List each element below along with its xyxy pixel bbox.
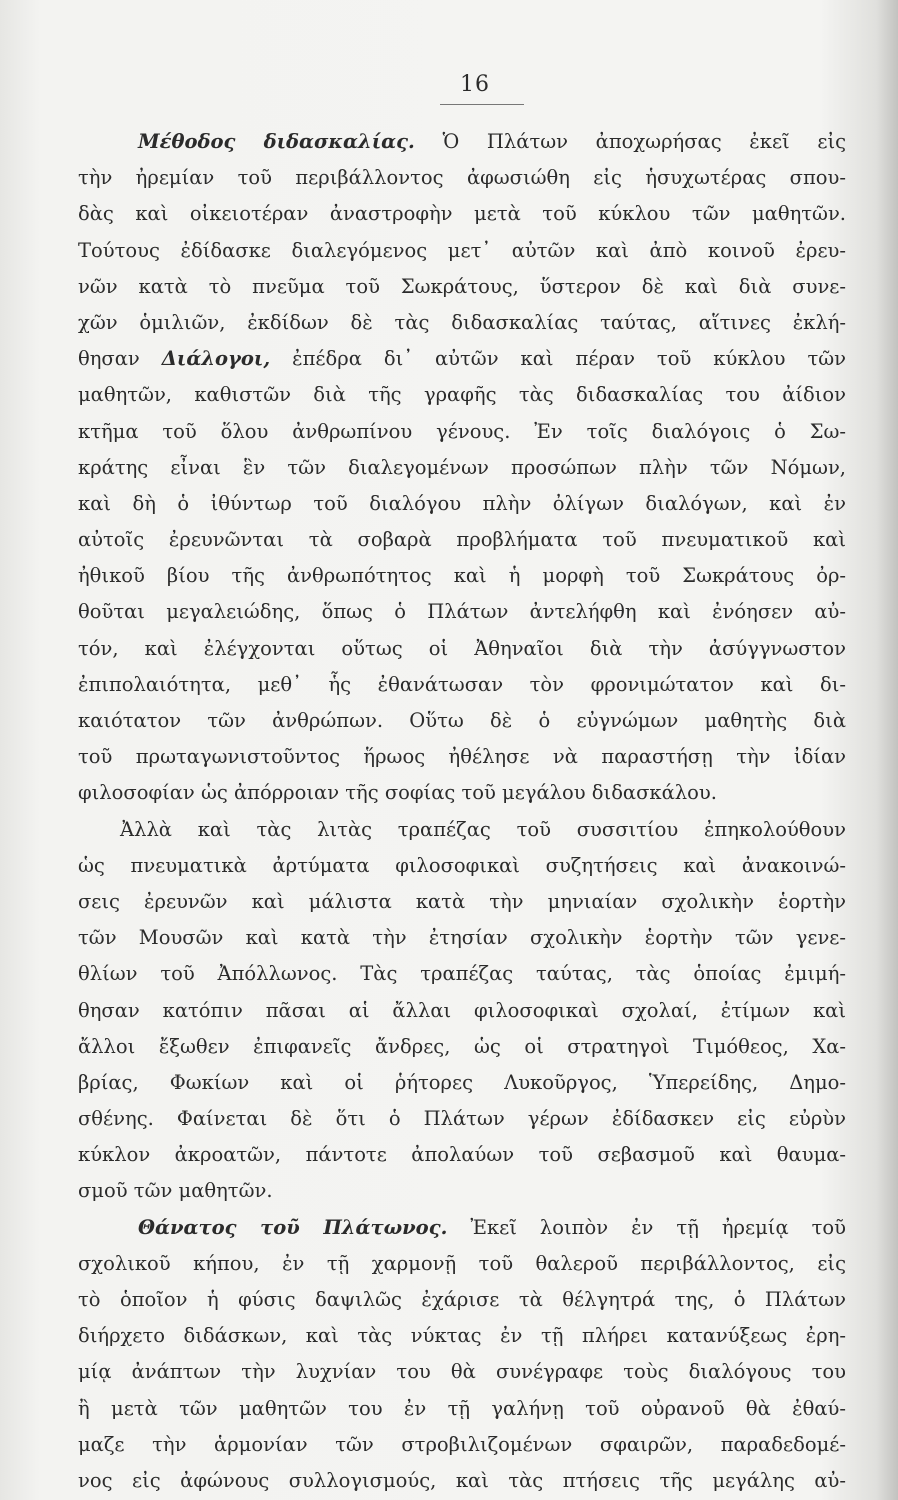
text-fragment: θοῦται μεγαλειώδης, ὅπως ὁ Πλάτων ἀντελήφθη καὶ ἐνόησεν αὐ- <box>78 600 846 624</box>
page-edge-shadow <box>876 0 898 1500</box>
text-line <box>78 486 846 522</box>
page-number-rule <box>440 104 524 105</box>
text-fragment: Ὁ Πλάτων ἀποχωρήσας ἐκεῖ εἰς <box>442 130 846 153</box>
text-line <box>78 667 846 703</box>
text-fragment: τὸ ὁποῖον ἡ φύσις δαψιλῶς ἐχάρισε τὰ θέλγητρά της, ὁ Πλάτων <box>78 1288 846 1311</box>
text-line <box>78 341 846 377</box>
text-fragment: Ἀλλὰ καὶ τὰς λιτὰς τραπέζας τοῦ συσσιτίου ἐπηκολούθουν <box>120 817 846 841</box>
body-text <box>78 124 846 1499</box>
text-fragment: διήρχετο διδάσκων, καὶ τὰς νύκτας ἐν τῇ πλήρει κατανύξεως ἐρη- <box>78 1324 846 1348</box>
text-fragment: μαζε τὴν ἁρμονίαν τῶν στροβιλιζομένων σφαιρῶν, παραδεδομέ- <box>78 1432 846 1456</box>
text-line <box>78 269 846 305</box>
text-line <box>78 1354 846 1390</box>
text-fragment: ἐπέδρα δι᾽ αὐτῶν καὶ πέραν τοῦ κύκλου τῶν <box>292 347 846 371</box>
text-line <box>78 1137 846 1173</box>
text-line <box>78 1101 846 1137</box>
text-fragment: Τούτους ἐδίδασκε διαλεγόμενος μετ᾽ αὐτῶν καὶ ἀπὸ κοινοῦ ἐρευ- <box>78 238 846 262</box>
text-fragment: κύκλον ἀκροατῶν, πάντοτε ἀπολαύων τοῦ σεβασμοῦ καὶ θαυμα- <box>78 1143 846 1167</box>
text-fragment: σεις ἐρευνῶν καὶ μάλιστα κατὰ τὴν μηνιαίαν σχολικὴν ἑορτὴν <box>78 889 846 913</box>
text-line <box>78 1029 846 1065</box>
text-line <box>78 196 846 232</box>
text-fragment: ἢ μετὰ τῶν μαθητῶν του ἐν τῇ γαλήνῃ τοῦ οὐρανοῦ θὰ ἐθαύ- <box>78 1396 846 1420</box>
text-line <box>78 558 846 594</box>
text-line <box>78 160 846 196</box>
text-fragment: μαθητῶν, καθιστῶν διὰ τῆς γραφῆς τὰς διδασκαλίας του ἀίδιον <box>78 383 846 407</box>
section-heading: Θάνατος τοῦ Πλάτωνος. <box>138 1215 448 1239</box>
text-fragment: τὴν ἠρεμίαν τοῦ περιβάλλοντος ἀφωσιώθη εἰς ἡσυχωτέρας σπου- <box>78 166 846 190</box>
text-line <box>78 1065 846 1101</box>
text-fragment: νος εἰς ἀφώνους συλλογισμούς, καὶ τὰς πτήσεις τῆς μεγάλης αὐ- <box>78 1468 846 1492</box>
text-fragment: ἄλλοι ἔξωθεν ἐπιφανεῖς ἄνδρες, ὡς οἱ στρατηγοὶ Τιμόθεος, Χα- <box>78 1034 846 1058</box>
text-fragment: ἐπιπολαιότητα, μεθ᾽ ἧς ἐθανάτωσαν τὸν φρονιμώτατον καὶ δι- <box>78 672 846 696</box>
text-line <box>78 884 846 920</box>
text-line <box>78 522 846 558</box>
text-line <box>78 124 846 160</box>
text-fragment: δὰς καὶ οἰκειοτέραν ἀναστροφὴν μετὰ τοῦ κύκλου τῶν μαθητῶν. <box>78 202 846 226</box>
text-line <box>78 1391 846 1427</box>
text-fragment: ὡς πνευματικὰ ἀρτύματα φιλοσοφικαὶ συζητήσεις καὶ ἀνακοινώ- <box>78 853 846 877</box>
text-line <box>78 1318 846 1354</box>
text-fragment: σμοῦ τῶν μαθητῶν. <box>78 1179 273 1203</box>
text-line <box>78 1246 846 1282</box>
text-fragment: βρίας, Φωκίων καὶ οἱ ῥήτορες Λυκοῦργος, Ὑπερείδης, Δημο- <box>78 1070 846 1094</box>
text-fragment: τῶν Μουσῶν καὶ κατὰ τὴν ἐτησίαν σχολικὴν ἑορτὴν τῶν γενε- <box>78 926 846 950</box>
text-line <box>78 920 846 956</box>
page-number: 16 <box>460 72 490 97</box>
text-fragment: φιλοσοφίαν ὡς ἀπόρροιαν τῆς σοφίας τοῦ μεγάλου διδασκάλου. <box>78 781 717 805</box>
text-line <box>78 377 846 413</box>
text-fragment: κράτης εἶναι ἓν τῶν διαλεγομένων προσώπων πλὴν τῶν Νόμων, <box>78 455 846 479</box>
text-fragment: καὶ δὴ ὁ ἰθύντωρ τοῦ διαλόγου πλὴν ὀλίγων διαλόγων, καὶ ἐν <box>78 491 846 515</box>
text-line <box>78 450 846 486</box>
text-line <box>78 775 846 811</box>
text-fragment: θλίων τοῦ Ἀπόλλωνος. Τὰς τραπέζας ταύτας, τὰς ὁποίας ἐμιμή- <box>78 962 846 986</box>
text-fragment: τόν, καὶ ἐλέγχονται οὕτως οἱ Ἀθηναῖοι διὰ τὴν ἀσύγγνωστον <box>78 636 846 660</box>
text-fragment: νῶν κατὰ τὸ πνεῦμα τοῦ Σωκράτους, ὕστερον δὲ καὶ διὰ συνε- <box>78 274 846 298</box>
text-line <box>78 956 846 992</box>
text-fragment: θησαν κατόπιν πᾶσαι αἱ ἄλλαι φιλοσοφικαὶ σχολαί, ἐτίμων καὶ <box>78 998 846 1022</box>
text-fragment: χῶν ὁμιλιῶν, ἐκδίδων δὲ τὰς διδασκαλίας ταύτας, αἵτινες ἐκλή- <box>78 310 846 334</box>
text-fragment: κτῆμα τοῦ ὅλου ἀνθρωπίνου γένους. Ἐν τοῖς διαλόγοις ὁ Σω- <box>78 419 846 443</box>
text-fragment: σχολικοῦ κήπου, ἐν τῇ χαρμονῇ τοῦ θαλεροῦ περιβάλλοντος, εἰς <box>78 1251 846 1275</box>
text-line <box>78 1427 846 1463</box>
text-line <box>78 233 846 269</box>
section-heading: Μέθοδος διδασκαλίας. <box>138 130 415 153</box>
text-line <box>78 1463 846 1499</box>
text-line <box>78 812 846 848</box>
text-fragment: μίᾳ ἀνάπτων τὴν λυχνίαν του θὰ συνέγραφε τοὺς διαλόγους του <box>78 1360 846 1384</box>
text-fragment: ἠθικοῦ βίου τῆς ἀνθρωπότητος καὶ ἡ μορφὴ τοῦ Σωκράτους ὀρ- <box>78 564 846 588</box>
text-line <box>78 739 846 775</box>
text-line <box>78 1282 846 1318</box>
text-line <box>78 1210 846 1246</box>
text-line <box>78 594 846 630</box>
text-fragment: σθένης. Φαίνεται δὲ ὅτι ὁ Πλάτων γέρων ἐδίδασκεν εἰς εὐρὺν <box>78 1107 846 1131</box>
emphasized-term: Διάλογοι, <box>161 347 271 371</box>
text-line <box>78 993 846 1029</box>
text-fragment: αὐτοῖς ἐρευνῶνται τὰ σοβαρὰ προβλήματα τοῦ πνευματικοῦ καὶ <box>78 528 846 552</box>
text-fragment: Ἐκεῖ λοιπὸν ἐν τῇ ἠρεμίᾳ τοῦ <box>470 1215 846 1239</box>
text-fragment: τοῦ πρωταγωνιστοῦντος ἥρωος ἠθέλησε νὰ παραστήσῃ τὴν ἰδίαν <box>78 745 846 769</box>
text-line <box>78 703 846 739</box>
text-line <box>78 305 846 341</box>
text-fragment: θησαν <box>78 347 162 371</box>
text-line <box>78 848 846 884</box>
text-fragment: καιότατον τῶν ἀνθρώπων. Οὕτω δὲ ὁ εὐγνώμων μαθητὴς διὰ <box>78 709 846 732</box>
text-line <box>78 631 846 667</box>
text-line <box>78 1173 846 1209</box>
text-line <box>78 414 846 450</box>
